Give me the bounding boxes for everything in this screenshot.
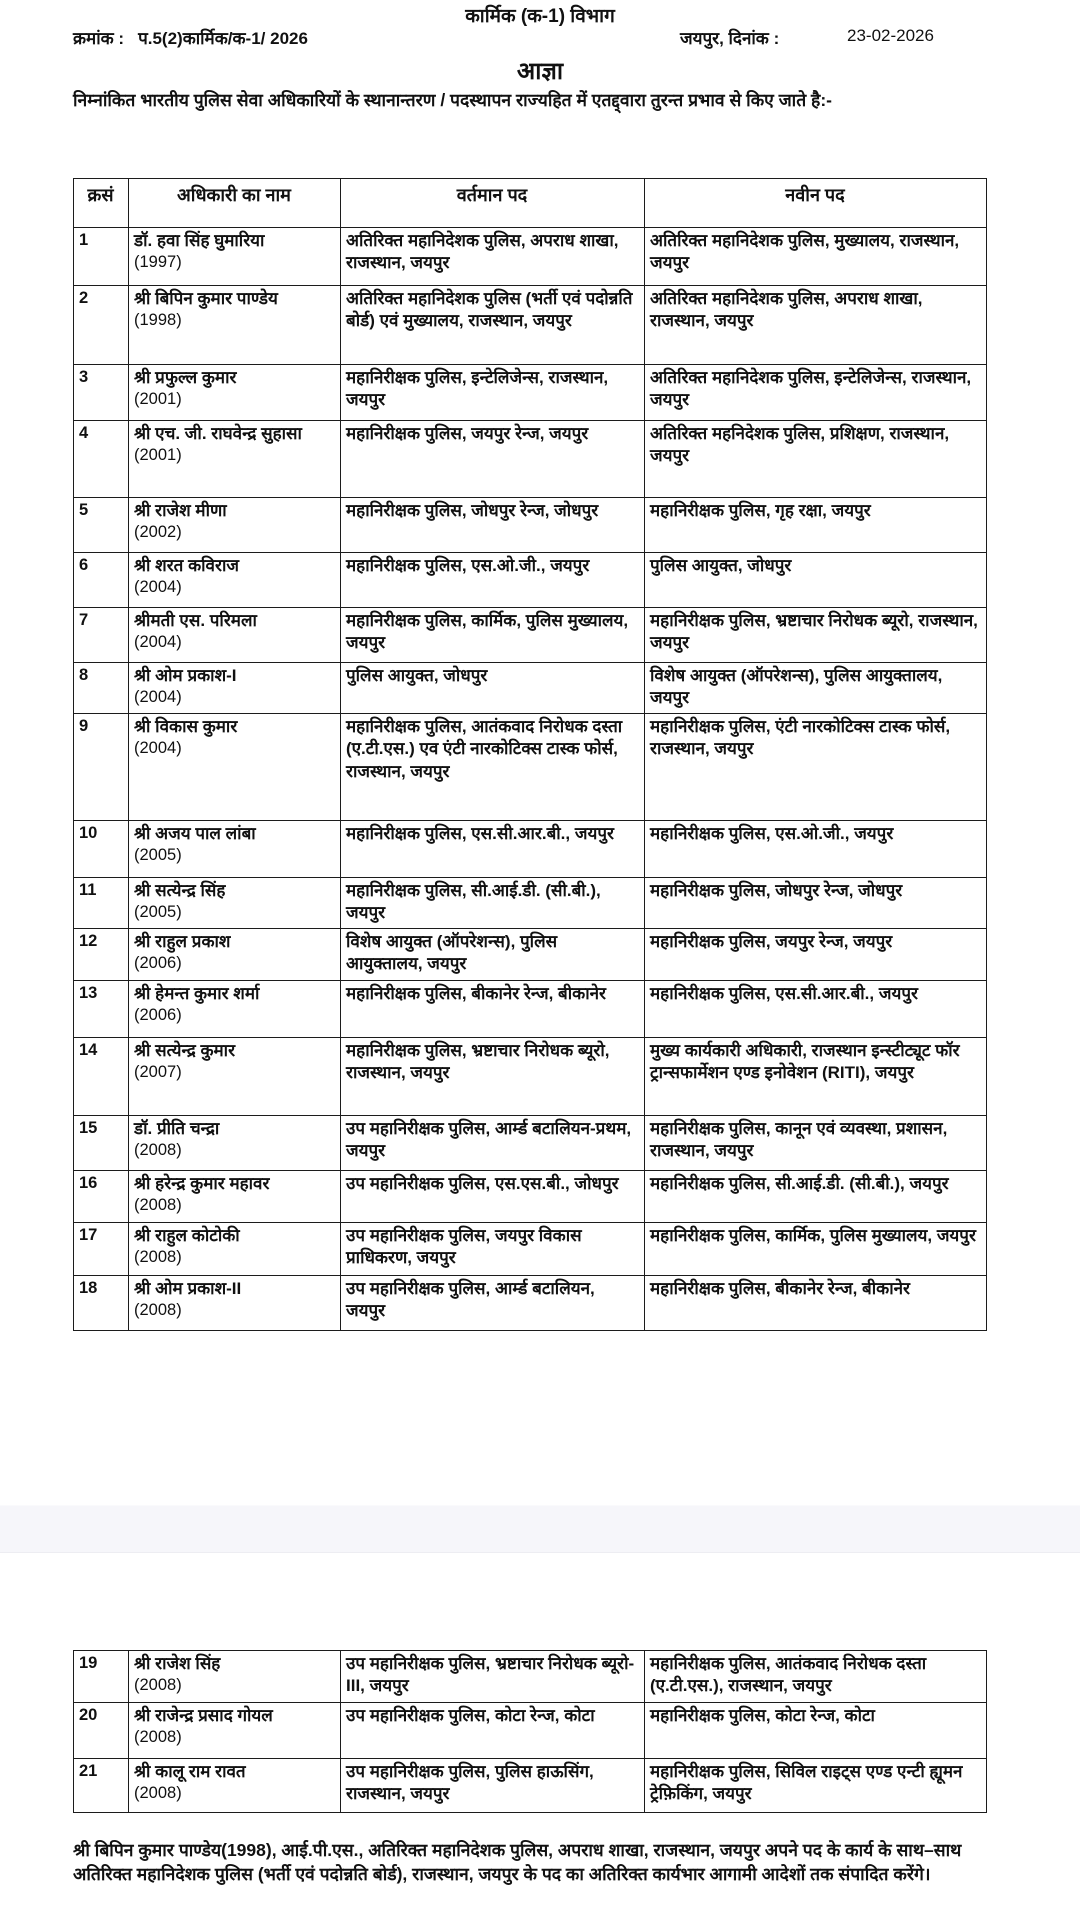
officer-name: श्री कालू राम रावत xyxy=(134,1762,246,1781)
current-post-cell: उप महानिरीक्षक पुलिस, एस.एस.बी., जोधपुर xyxy=(341,1171,645,1223)
intro-paragraph: निम्नांकित भारतीय पुलिस सेवा अधिकारियों के स्थानान्तरण / पदस्थापन राज्यहित में एतद्द्वारा तुरन्त प्रभाव से किए जाते है:- xyxy=(73,90,832,110)
footer-note: श्री बिपिन कुमार पाण्डेय(1998), आई.पी.एस., अतिरिक्त महानिदेशक पुलिस, अपराध शाखा, राजस्थान, जयपुर अपने पद के कार्य के साथ–साथ अतिरिक्त महानिदेशक पुलिस (भर्ती एवं पदोन्नति बोर्ड), राजस्थान, जयपुर के पद का अतिरिक्त कार्यभार आगामी आदेशों तक संपादित करेंगे। xyxy=(73,1840,962,1885)
officer-name-cell xyxy=(129,981,341,1038)
table-row xyxy=(74,1038,987,1116)
current-post-cell: महानिरीक्षक पुलिस, भ्रष्टाचार निरोधक ब्यूरो, राजस्थान, जयपुर xyxy=(341,1038,645,1116)
table-row xyxy=(74,1171,987,1223)
officer-name-cell xyxy=(129,714,341,821)
officer-name: श्री राजेन्द्र प्रसाद गोयल xyxy=(134,1706,273,1725)
table-row xyxy=(74,1651,987,1703)
batch-year: (2004) xyxy=(134,633,182,652)
serial-cell: 16 xyxy=(74,1171,129,1223)
officer-name-cell xyxy=(129,1703,341,1759)
serial-cell: 21 xyxy=(74,1759,129,1813)
new-post-cell: महानिरीक्षक पुलिस, आतंकवाद निरोधक दस्ता (ए.टी.एस.), राजस्थान, जयपुर xyxy=(645,1651,987,1703)
serial-cell: 18 xyxy=(74,1276,129,1331)
serial-cell: 15 xyxy=(74,1116,129,1171)
new-post-cell: महानिरीक्षक पुलिस, एस.ओ.जी., जयपुर xyxy=(645,821,987,878)
table-row xyxy=(74,714,987,821)
batch-year: (2005) xyxy=(134,903,182,922)
officer-name: श्री हेमन्त कुमार शर्मा xyxy=(134,984,260,1003)
new-post-cell: विशेष आयुक्त (ऑपरेशन्स), पुलिस आयुक्तालय, जयपुर xyxy=(645,663,987,714)
reference-number-label: क्रमांक : xyxy=(73,29,125,48)
officer-name-cell xyxy=(129,663,341,714)
current-post-cell: महानिरीक्षक पुलिस, इन्टेलिजेन्स, राजस्थान, जयपुर xyxy=(341,365,645,421)
table-row xyxy=(74,228,987,286)
officer-name-cell xyxy=(129,821,341,878)
officer-name: श्री एच. जी. राघवेन्द्र सुहासा xyxy=(134,424,302,443)
table-row xyxy=(74,663,987,714)
officer-name: श्री हरेन्द्र कुमार महावर xyxy=(134,1174,270,1193)
officer-name: श्री प्रफुल्ल कुमार xyxy=(134,368,237,387)
officer-name: श्री ओम प्रकाश-I xyxy=(134,666,237,685)
table-row xyxy=(74,1116,987,1171)
current-post-cell: महानिरीक्षक पुलिस, कार्मिक, पुलिस मुख्यालय, जयपुर xyxy=(341,608,645,663)
current-post-cell: महानिरीक्षक पुलिस, आतंकवाद निरोधक दस्ता (ए.टी.एस.) एव एंटी नारकोटिक्स टास्क फोर्स, राजस्थान, जयपुर xyxy=(341,714,645,821)
table-row xyxy=(74,498,987,553)
officer-name-cell xyxy=(129,286,341,365)
col-header-new-post: नवीन पद xyxy=(645,179,987,228)
new-post-cell: महानिरीक्षक पुलिस, सी.आई.डी. (सी.बी.), जयपुर xyxy=(645,1171,987,1223)
current-post-cell: पुलिस आयुक्त, जोधपुर xyxy=(341,663,645,714)
officer-name: श्री राहुल प्रकाश xyxy=(134,932,231,951)
reference-number-value: प.5(2)कार्मिक/क-1/ 2026 xyxy=(138,29,308,48)
officer-name: श्री राजेश मीणा xyxy=(134,501,227,520)
table-row xyxy=(74,1759,987,1813)
new-post-cell: महानिरीक्षक पुलिस, जयपुर रेन्ज, जयपुर xyxy=(645,929,987,981)
officer-name-cell xyxy=(129,421,341,498)
table-row xyxy=(74,1703,987,1759)
current-post-cell: उप महानिरीक्षक पुलिस, भ्रष्टाचार निरोधक ब्यूरो-III, जयपुर xyxy=(341,1651,645,1703)
officer-name: श्री अजय पाल लांबा xyxy=(134,824,256,843)
batch-year: (2004) xyxy=(134,578,182,597)
officer-name: डॉ. हवा सिंह घुमारिया xyxy=(134,231,265,250)
col-header-current-post: वर्तमान पद xyxy=(341,179,645,228)
serial-cell: 5 xyxy=(74,498,129,553)
officer-name: श्री सत्येन्द्र कुमार xyxy=(134,1041,236,1060)
new-post-cell: महानिरीक्षक पुलिस, कोटा रेन्ज, कोटा xyxy=(645,1703,987,1759)
current-post-cell: महानिरीक्षक पुलिस, जोधपुर रेन्ज, जोधपुर xyxy=(341,498,645,553)
officer-name-cell xyxy=(129,608,341,663)
current-post-cell: उप महानिरीक्षक पुलिस, कोटा रेन्ज, कोटा xyxy=(341,1703,645,1759)
current-post-cell: महानिरीक्षक पुलिस, सी.आई.डी. (सी.बी.), जयपुर xyxy=(341,878,645,929)
new-post-cell: अतिरिक्त महनिदेशक पुलिस, प्रशिक्षण, राजस्थान, जयपुर xyxy=(645,421,987,498)
officer-name: श्री शरत कविराज xyxy=(134,556,239,575)
batch-year: (1998) xyxy=(134,311,182,330)
department-title: कार्मिक (क-1) विभाग xyxy=(465,6,615,27)
officer-name-cell xyxy=(129,1759,341,1813)
serial-cell: 13 xyxy=(74,981,129,1038)
serial-cell: 11 xyxy=(74,878,129,929)
current-post-cell: विशेष आयुक्त (ऑपरेशन्स), पुलिस आयुक्तालय, जयपुर xyxy=(341,929,645,981)
batch-year: (2008) xyxy=(134,1196,182,1215)
officer-name-cell xyxy=(129,365,341,421)
current-post-cell: महानिरीक्षक पुलिस, एस.सी.आर.बी., जयपुर xyxy=(341,821,645,878)
table-row xyxy=(74,1223,987,1276)
officer-name-cell xyxy=(129,498,341,553)
table-row xyxy=(74,553,987,608)
new-post-cell: मुख्य कार्यकारी अधिकारी, राजस्थान इन्स्टीट्यूट फॉर ट्रान्सफार्मेशन एण्ड इनोवेशन (RITI), जयपुर xyxy=(645,1038,987,1116)
table-row xyxy=(74,421,987,498)
table-row xyxy=(74,878,987,929)
officer-name-cell xyxy=(129,929,341,981)
new-post-cell: महानिरीक्षक पुलिस, गृह रक्षा, जयपुर xyxy=(645,498,987,553)
table-row xyxy=(74,929,987,981)
batch-year: (2008) xyxy=(134,1248,182,1267)
date-value: 23-02-2026 xyxy=(847,26,934,45)
table-row xyxy=(74,1276,987,1331)
table-header-row xyxy=(74,179,987,228)
officer-name: श्रीमती एस. परिमला xyxy=(134,611,257,630)
serial-cell: 14 xyxy=(74,1038,129,1116)
transfer-table-2 xyxy=(73,1650,987,1813)
new-post-cell: पुलिस आयुक्त, जोधपुर xyxy=(645,553,987,608)
officer-name-cell xyxy=(129,553,341,608)
col-header-officer-name: अधिकारी का नाम xyxy=(129,179,341,228)
serial-cell: 7 xyxy=(74,608,129,663)
officer-name: श्री बिपिन कुमार पाण्डेय xyxy=(134,289,278,308)
batch-year: (1997) xyxy=(134,253,182,272)
batch-year: (2006) xyxy=(134,954,182,973)
officer-name: श्री ओम प्रकाश-II xyxy=(134,1279,242,1298)
batch-year: (2001) xyxy=(134,446,182,465)
current-post-cell: महानिरीक्षक पुलिस, जयपुर रेन्ज, जयपुर xyxy=(341,421,645,498)
officer-name: श्री सत्येन्द्र सिंह xyxy=(134,881,226,900)
batch-year: (2006) xyxy=(134,1006,182,1025)
officer-name-cell xyxy=(129,1116,341,1171)
serial-cell: 20 xyxy=(74,1703,129,1759)
place-date-label: जयपुर, दिनांक : xyxy=(680,29,780,48)
new-post-cell: महानिरीक्षक पुलिस, भ्रष्टाचार निरोधक ब्यूरो, राजस्थान, जयपुर xyxy=(645,608,987,663)
new-post-cell: महानिरीक्षक पुलिस, एंटी नारकोटिक्स टास्क फोर्स, राजस्थान, जयपुर xyxy=(645,714,987,821)
batch-year: (2007) xyxy=(134,1063,182,1082)
officer-name: श्री विकास कुमार xyxy=(134,717,238,736)
officer-name-cell xyxy=(129,1276,341,1331)
serial-cell: 9 xyxy=(74,714,129,821)
officer-name-cell xyxy=(129,1038,341,1116)
officer-name-cell xyxy=(129,1651,341,1703)
reference-line xyxy=(73,26,1010,49)
serial-cell: 1 xyxy=(74,228,129,286)
officer-name: डॉ. प्रीति चन्द्रा xyxy=(134,1119,220,1138)
current-post-cell: उप महानिरीक्षक पुलिस, आर्म्ड बटालियन-प्रथम, जयपुर xyxy=(341,1116,645,1171)
current-post-cell: अतिरिक्त महानिदेशक पुलिस (भर्ती एवं पदोन्नति बोर्ड) एवं मुख्यालय, राजस्थान, जयपुर xyxy=(341,286,645,365)
transfer-table-1 xyxy=(73,178,987,1331)
new-post-cell: अतिरिक्त महानिदेशक पुलिस, अपराध शाखा, राजस्थान, जयपुर xyxy=(645,286,987,365)
page-break-band xyxy=(0,1505,1080,1553)
table-row xyxy=(74,608,987,663)
serial-cell: 19 xyxy=(74,1651,129,1703)
new-post-cell: महानिरीक्षक पुलिस, बीकानेर रेन्ज, बीकानेर xyxy=(645,1276,987,1331)
serial-cell: 6 xyxy=(74,553,129,608)
serial-cell: 17 xyxy=(74,1223,129,1276)
officer-name-cell xyxy=(129,1223,341,1276)
officer-name-cell xyxy=(129,228,341,286)
serial-cell: 12 xyxy=(74,929,129,981)
batch-year: (2004) xyxy=(134,739,182,758)
current-post-cell: उप महानिरीक्षक पुलिस, जयपुर विकास प्राधिकरण, जयपुर xyxy=(341,1223,645,1276)
new-post-cell: अतिरिक्त महानिदेशक पुलिस, मुख्यालय, राजस्थान, जयपुर xyxy=(645,228,987,286)
batch-year: (2008) xyxy=(134,1676,182,1695)
officer-name: श्री राजेश सिंह xyxy=(134,1654,221,1673)
serial-cell: 3 xyxy=(74,365,129,421)
new-post-cell: महानिरीक्षक पुलिस, जोधपुर रेन्ज, जोधपुर xyxy=(645,878,987,929)
col-header-serial: क्रसं xyxy=(74,179,129,228)
table-row xyxy=(74,821,987,878)
batch-year: (2005) xyxy=(134,846,182,865)
batch-year: (2001) xyxy=(134,390,182,409)
serial-cell: 8 xyxy=(74,663,129,714)
serial-cell: 10 xyxy=(74,821,129,878)
batch-year: (2002) xyxy=(134,523,182,542)
officer-name: श्री राहुल कोटोकी xyxy=(134,1226,240,1245)
new-post-cell: महानिरीक्षक पुलिस, सिविल राइट्स एण्ड एन्टी ह्यूमन ट्रेफ़िकिंग, जयपुर xyxy=(645,1759,987,1813)
new-post-cell: महानिरीक्षक पुलिस, कार्मिक, पुलिस मुख्यालय, जयपुर xyxy=(645,1223,987,1276)
new-post-cell: अतिरिक्त महानिदेशक पुलिस, इन्टेलिजेन्स, राजस्थान, जयपुर xyxy=(645,365,987,421)
officer-name-cell xyxy=(129,878,341,929)
current-post-cell: महानिरीक्षक पुलिस, एस.ओ.जी., जयपुर xyxy=(341,553,645,608)
new-post-cell: महानिरीक्षक पुलिस, कानून एवं व्यवस्था, प्रशासन, राजस्थान, जयपुर xyxy=(645,1116,987,1171)
order-title: आज्ञा xyxy=(516,58,564,85)
serial-cell: 4 xyxy=(74,421,129,498)
table-row xyxy=(74,286,987,365)
current-post-cell: उप महानिरीक्षक पुलिस, पुलिस हाऊसिंग, राजस्थान, जयपुर xyxy=(341,1759,645,1813)
table-row xyxy=(74,365,987,421)
batch-year: (2004) xyxy=(134,688,182,707)
batch-year: (2008) xyxy=(134,1728,182,1747)
batch-year: (2008) xyxy=(134,1141,182,1160)
new-post-cell: महानिरीक्षक पुलिस, एस.सी.आर.बी., जयपुर xyxy=(645,981,987,1038)
table-row xyxy=(74,981,987,1038)
serial-cell: 2 xyxy=(74,286,129,365)
batch-year: (2008) xyxy=(134,1784,182,1803)
batch-year: (2008) xyxy=(134,1301,182,1320)
current-post-cell: महानिरीक्षक पुलिस, बीकानेर रेन्ज, बीकानेर xyxy=(341,981,645,1038)
officer-name-cell xyxy=(129,1171,341,1223)
current-post-cell: अतिरिक्त महानिदेशक पुलिस, अपराध शाखा, राजस्थान, जयपुर xyxy=(341,228,645,286)
current-post-cell: उप महानिरीक्षक पुलिस, आर्म्ड बटालियन, जयपुर xyxy=(341,1276,645,1331)
